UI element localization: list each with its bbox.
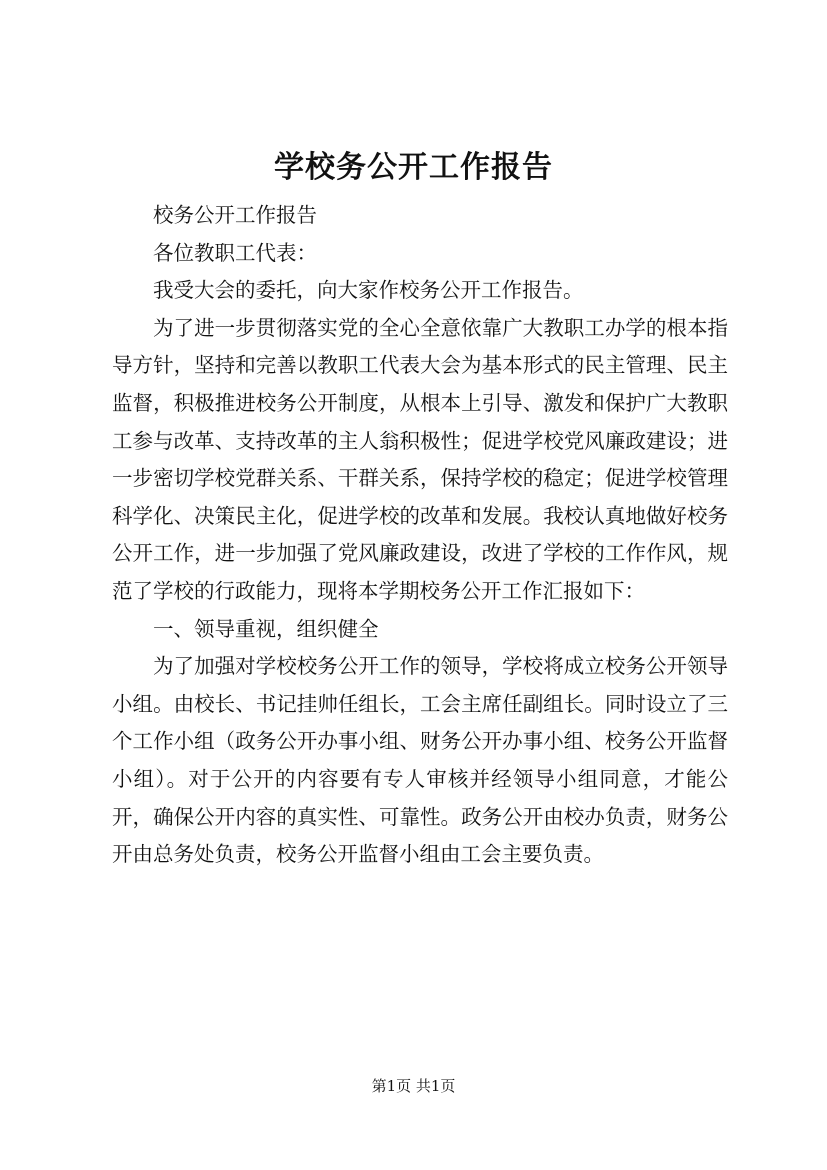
salutation: 各位教职工代表： bbox=[153, 240, 317, 265]
page-number: 第1页 共1页 bbox=[371, 1077, 456, 1095]
document-subtitle: 校务公开工作报告 bbox=[153, 203, 317, 227]
body-paragraph: 我受大会的委托，向大家作校务公开工作报告。 bbox=[153, 278, 584, 303]
document-title: 学校务公开工作报告 bbox=[274, 150, 553, 185]
body-paragraph: 为了加强对学校校务公开工作的领导，学校将成立校务公开领导小组。由校长、书记挂帅任组长，工会主席任副组长。同时设立了三个工作小组（政务公开办事小组、财务公开办事小组、校务公开监督小组）。对于公开的内容要有专人审核并经领导小组同意，才能公开，确保公开内容的真实性、可靠性。政务公开由校办负责，财务公开由总务处负责，校务公开监督小组由工会主要负责。 bbox=[112, 654, 728, 867]
body-paragraph: 为了进一步贯彻落实党的全心全意依靠广大教职工办学的根本指导方针，坚持和完善以教职工代表大会为基本形式的民主管理、民主监督，积极推进校务公开制度，从根本上引导、激发和保护广大教职工参与改革、支持改革的主人翁积极性；促进学校党风廉政建设；进一步密切学校党群关系、干群关系，保持学校的稳定；促进学校管理科学化、决策民主化，促进学校的改革和发展。我校认真地做好校务公开工作，进一步加强了党风廉政建设，改进了学校的工作作风，规范了学校的行政能力，现将本学期校务公开工作汇报如下： bbox=[112, 315, 728, 603]
document-body bbox=[112, 197, 728, 874]
section-heading: 一、领导重视，组织健全 bbox=[153, 616, 379, 641]
